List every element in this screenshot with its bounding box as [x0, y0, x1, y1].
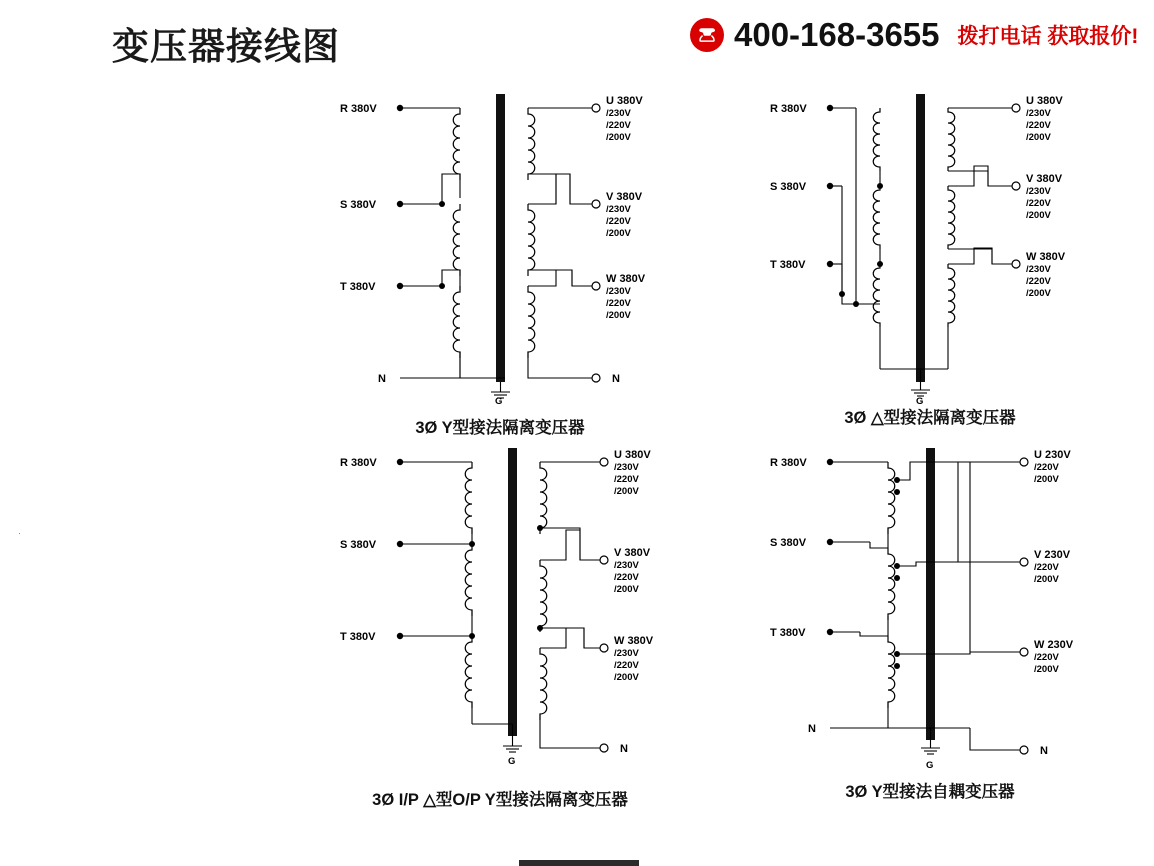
diagram-2-caption: 3Ø △型接法隔离变压器	[844, 409, 1016, 427]
label-primary-n: N	[378, 373, 386, 385]
call-cta-text[interactable]: 拨打电话 获取报价!	[957, 25, 1139, 48]
page-bottom-edge	[519, 860, 639, 866]
diagram-4-caption: 3Ø Y型接法自耦变压器	[845, 783, 1015, 801]
label-secondary-w-4: /200V	[1026, 288, 1051, 299]
label-secondary-w-4: /200V	[614, 672, 639, 683]
page-header	[0, 0, 1154, 78]
phone-number[interactable]: 400-168-3655	[734, 16, 940, 53]
label-primary-t: T 380V	[340, 281, 376, 293]
label-secondary-v-3: /220V	[1026, 198, 1051, 209]
stray-mark: ·	[18, 528, 21, 538]
label-secondary-u: U 230V	[1034, 449, 1071, 461]
label-secondary-v-3: /200V	[1034, 574, 1059, 585]
label-secondary-w-2: /230V	[606, 286, 631, 297]
label-secondary-v: V 230V	[1034, 549, 1071, 561]
diagram-2	[730, 86, 1130, 406]
label-secondary-v-3: /220V	[606, 216, 631, 227]
diagram-1	[300, 86, 700, 406]
label-primary-r: R 380V	[770, 103, 807, 115]
label-secondary-w-3: /220V	[606, 298, 631, 309]
label-secondary-u: U 380V	[1026, 95, 1063, 107]
label-secondary-w-2: /230V	[614, 648, 639, 659]
diagram-1-caption: 3Ø Y型接法隔离变压器	[415, 419, 585, 437]
label-primary-s: S 380V	[770, 181, 807, 193]
label-secondary-w-4: /200V	[606, 310, 631, 321]
label-ground-g: G	[916, 396, 924, 406]
label-primary-s: S 380V	[340, 199, 377, 211]
label-secondary-n: N	[1040, 745, 1048, 757]
page-title: 变压器接线图	[112, 26, 340, 67]
label-secondary-w: W 230V	[1034, 639, 1074, 651]
label-secondary-w-2: /220V	[1034, 652, 1059, 663]
label-secondary-v: V 380V	[606, 191, 643, 203]
label-secondary-u-3: /220V	[614, 474, 639, 485]
label-secondary-u-3: /220V	[606, 120, 631, 131]
label-primary-t: T 380V	[770, 627, 806, 639]
label-primary-t: T 380V	[770, 259, 806, 271]
label-primary-t: T 380V	[340, 631, 376, 643]
label-ground-g: G	[926, 760, 934, 771]
label-secondary-u-4: /200V	[606, 132, 631, 143]
label-secondary-w: W 380V	[606, 273, 646, 285]
diagram-3-caption: 3Ø I/P △型O/P Y型接法隔离变压器	[372, 791, 628, 809]
label-secondary-u: U 380V	[606, 95, 643, 107]
label-primary-s: S 380V	[770, 537, 807, 549]
label-secondary-u-4: /200V	[1026, 132, 1051, 143]
label-secondary-w-2: /230V	[1026, 264, 1051, 275]
telephone-icon	[690, 18, 724, 52]
label-secondary-n: N	[620, 743, 628, 755]
label-primary-r: R 380V	[770, 457, 807, 469]
label-secondary-v-3: /220V	[614, 572, 639, 583]
diagram-3	[300, 440, 700, 770]
label-secondary-v-2: /220V	[1034, 562, 1059, 573]
label-secondary-w: W 380V	[1026, 251, 1066, 263]
label-ground-g: G	[508, 756, 516, 767]
label-secondary-u-4: /200V	[614, 486, 639, 497]
label-primary-r: R 380V	[340, 457, 377, 469]
label-secondary-u-2: /230V	[614, 462, 639, 473]
label-secondary-v-2: /230V	[614, 560, 639, 571]
label-secondary-v: V 380V	[614, 547, 651, 559]
label-secondary-u: U 380V	[614, 449, 651, 461]
label-secondary-v-4: /200V	[606, 228, 631, 239]
label-secondary-v: V 380V	[1026, 173, 1063, 185]
label-secondary-w-3: /200V	[1034, 664, 1059, 675]
label-secondary-v-4: /200V	[614, 584, 639, 595]
label-secondary-w-3: /220V	[614, 660, 639, 671]
label-ground-g: G	[495, 396, 503, 406]
label-secondary-u-3: /220V	[1026, 120, 1051, 131]
label-secondary-u-3: /200V	[1034, 474, 1059, 485]
label-secondary-w-3: /220V	[1026, 276, 1051, 287]
label-primary-r: R 380V	[340, 103, 377, 115]
label-secondary-w: W 380V	[614, 635, 654, 647]
label-primary-s: S 380V	[340, 539, 377, 551]
label-secondary-u-2: /230V	[606, 108, 631, 119]
label-primary-n: N	[808, 723, 816, 735]
diagram-4	[730, 440, 1130, 780]
label-secondary-n: N	[612, 373, 620, 385]
label-secondary-u-2: /220V	[1034, 462, 1059, 473]
label-secondary-u-2: /230V	[1026, 108, 1051, 119]
label-secondary-v-2: /230V	[1026, 186, 1051, 197]
label-secondary-v-2: /230V	[606, 204, 631, 215]
contact-block	[690, 14, 1138, 56]
label-secondary-v-4: /200V	[1026, 210, 1051, 221]
